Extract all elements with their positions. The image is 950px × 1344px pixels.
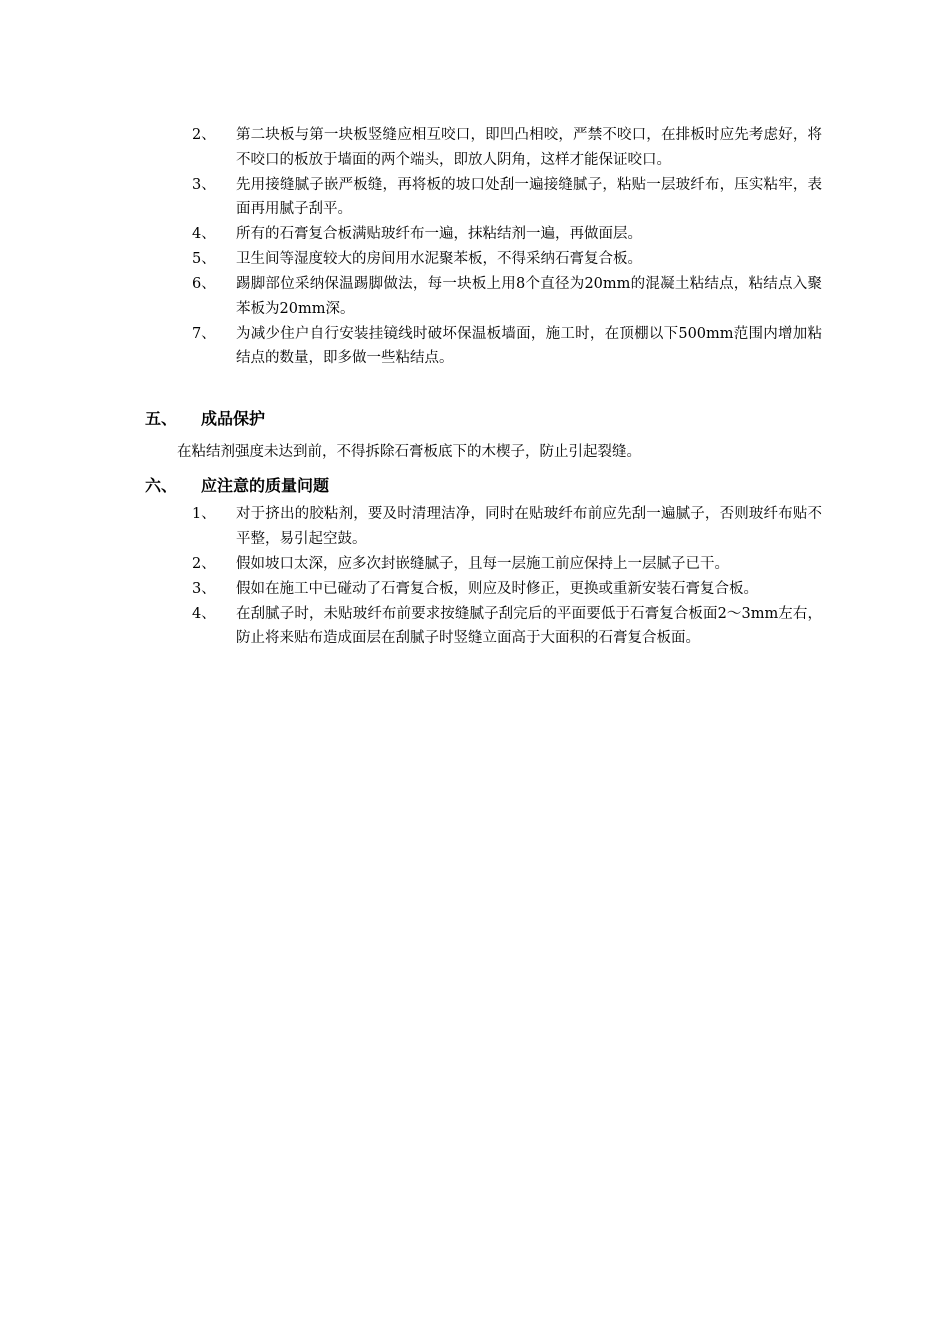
item-text: 踢脚部位采纳保温踢脚做法，每一块板上用8个直径为20mm的混凝土粘结点，粘结点入聚苯板为20mm深。 bbox=[236, 276, 822, 317]
section-number: 六、 bbox=[145, 476, 178, 495]
item-number: 3、 bbox=[192, 176, 216, 193]
item-text: 第二块板与第一块板竖缝应相互咬口，即凹凸相咬，严禁不咬口，在排板时应先考虑好，将不咬口的板放于墙面的两个端头，即放人阴角，这样才能保证咬口。 bbox=[236, 127, 822, 168]
item-text: 假如坡口太深，应多次封嵌缝腻子，且每一层施工前应保持上一层腻子已干。 bbox=[236, 555, 729, 572]
list-item bbox=[192, 552, 822, 577]
quality-issues-list bbox=[192, 502, 822, 651]
item-text: 对于挤出的胶粘剂，要及时清理洁净，同时在贴玻纤布前应先刮一遍腻子，否则玻纤布贴不平整，易引起空鼓。 bbox=[236, 506, 822, 547]
item-text: 为减少住户自行安装挂镜线时破坏保温板墙面，施工时，在顶棚以下500mm范围内增加粘结点的数量，即多做一些粘结点。 bbox=[236, 325, 822, 366]
list-item bbox=[192, 173, 822, 222]
item-number: 6、 bbox=[192, 276, 216, 292]
section-title: 应注意的质量问题 bbox=[201, 476, 330, 495]
item-text: 所有的石膏复合板满贴玻纤布一遍，抹粘结剂一遍，再做面层。 bbox=[236, 226, 642, 242]
section-heading-quality-issues bbox=[145, 474, 329, 498]
item-text: 在刮腻子时，未贴玻纤布前要求按缝腻子刮完后的平面要低于石膏复合板面2～3mm左右，防止将来贴布造成面层在刮腻子时竖缝立面高于大面积的石膏复合板面。 bbox=[236, 605, 822, 646]
list-item bbox=[192, 247, 822, 272]
item-number: 1、 bbox=[192, 506, 216, 522]
item-text: 卫生间等湿度较大的房间用水泥聚苯板，不得采纳石膏复合板。 bbox=[236, 251, 642, 267]
item-number: 5、 bbox=[192, 251, 216, 267]
section-number: 五、 bbox=[145, 409, 178, 428]
item-text: 假如在施工中已碰动了石膏复合板，则应及时修正，更换或重新安装石膏复合板。 bbox=[236, 580, 758, 597]
item-number: 2、 bbox=[192, 555, 216, 572]
item-number: 4、 bbox=[192, 605, 216, 622]
list-item bbox=[192, 123, 822, 172]
section-paragraph: 在粘结剂强度未达到前，不得拆除石膏板底下的木楔子，防止引起裂缝。 bbox=[177, 444, 641, 460]
list-item bbox=[192, 602, 822, 651]
list-item bbox=[192, 322, 822, 371]
item-number: 7、 bbox=[192, 325, 216, 342]
item-text: 先用接缝腻子嵌严板缝，再将板的坡口处刮一遍接缝腻子，粘贴一层玻纤布，压实粘牢，表面再用腻子刮平。 bbox=[236, 176, 822, 217]
section-heading-finished-protection bbox=[145, 407, 265, 431]
list-item bbox=[192, 272, 822, 321]
section-title: 成品保护 bbox=[201, 409, 266, 428]
item-number: 2、 bbox=[192, 127, 216, 143]
list-item bbox=[192, 502, 822, 551]
item-number: 3、 bbox=[192, 580, 216, 597]
list-item bbox=[192, 577, 822, 602]
list-item bbox=[192, 222, 822, 247]
item-number: 4、 bbox=[192, 226, 216, 242]
construction-steps-list bbox=[192, 123, 822, 371]
